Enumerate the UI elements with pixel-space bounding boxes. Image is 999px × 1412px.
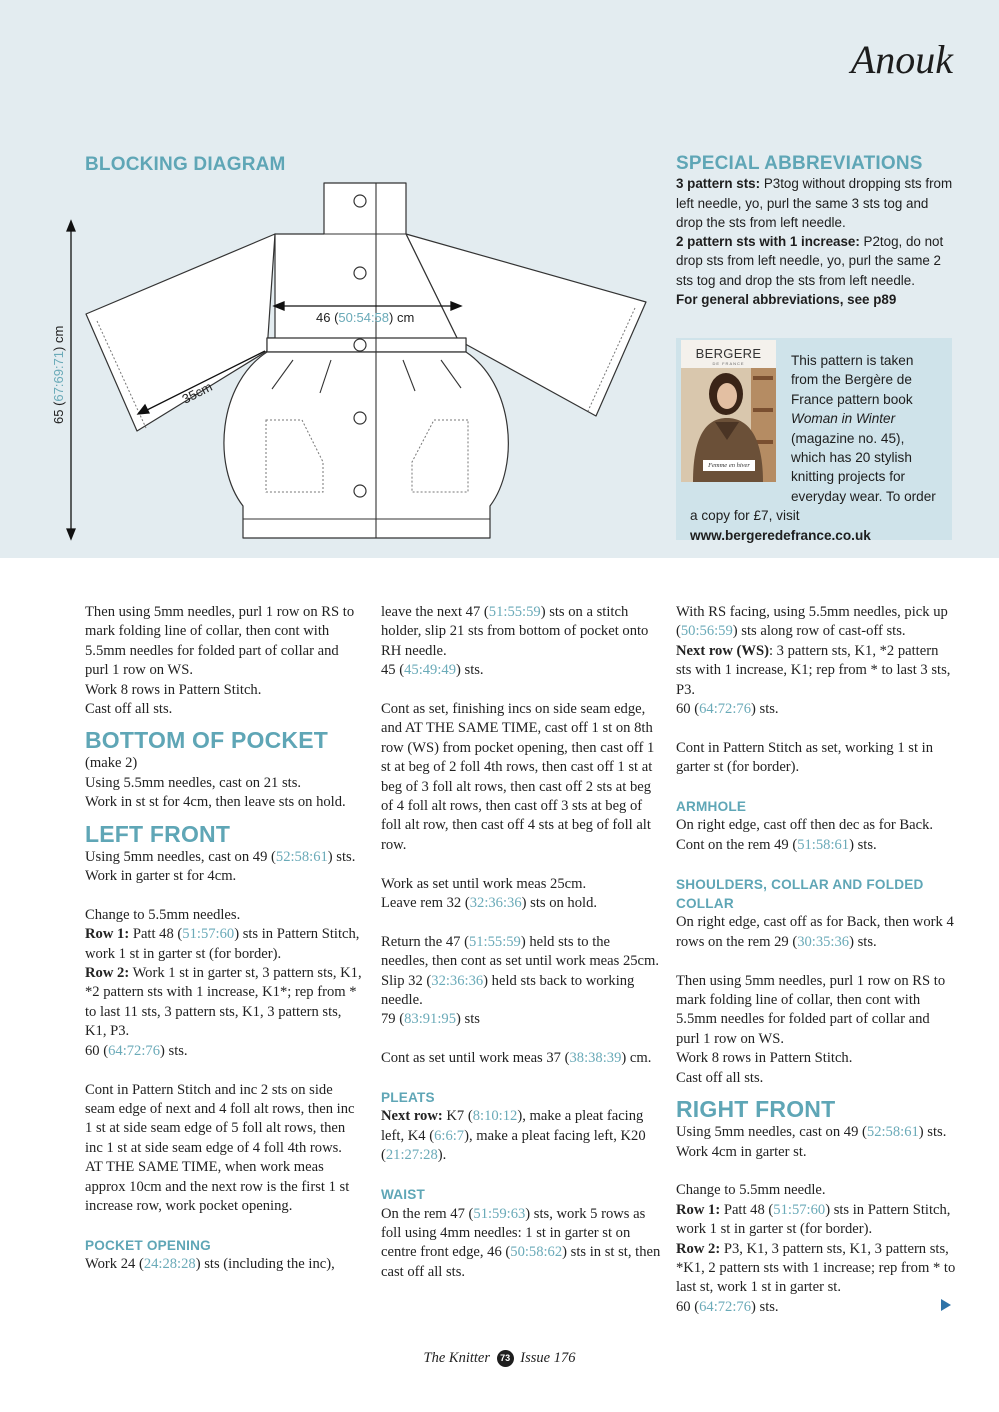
- waist-heading: WAIST: [381, 1187, 426, 1203]
- c2-waist: On the rem 47 (51:59:63) sts, work 5 rows as foll using 4mm needles: 1 st in garter st on centre front edge, 46 (50:58:62) sts in st st, then cast off all sts.: [381, 1205, 661, 1280]
- book-promo-text: This pattern is taken from the Bergère de France pattern book Woman in Winter (magazine no. 45), which has 20 stylish knitting projects for everyday wear. To order a copy for £7, visit www.bergeredefrance.co.uk: [690, 353, 936, 543]
- special-abbreviations-heading: SPECIAL ABBREVIATIONS: [676, 153, 923, 174]
- c3-rf-row1: Row 1: Patt 48 (51:57:60) sts in Pattern Stitch, work 1 st in garter st (for border).: [676, 1201, 951, 1238]
- c1-p2: Work 8 rows in Pattern Stitch.: [85, 681, 262, 698]
- c1-lf2: Work in garter st for 4cm.: [85, 868, 237, 885]
- c1-lf-row2: Row 2: Work 1 st in garter st, 3 pattern sts, K1, *2 pattern sts with 1 increase, K1*; rep from * to last 11 sts, 3 pattern sts, K1, 3 pattern sts, K1, P3.: [85, 965, 362, 1040]
- c3-rf3: Change to 5.5mm needle.: [676, 1182, 826, 1199]
- c2-p6: Return the 47 (51:55:59) held sts to the needles, then cont as set until work meas 25cm.: [381, 933, 660, 970]
- shoulders-heading: SHOULDERS, COLLAR AND FOLDED COLLAR: [676, 876, 924, 912]
- c1-p3: Cast off all sts.: [85, 701, 173, 718]
- left-front-heading: LEFT FRONT: [85, 820, 231, 847]
- c3-rf-count: 60 (64:72:76) sts.: [676, 1298, 779, 1315]
- c1-bp3: Work in st st for 4cm, then leave sts on hold.: [85, 794, 346, 811]
- c1-lf3: Change to 5.5mm needles.: [85, 906, 241, 923]
- c3-rf1: Using 5mm needles, cast on 49 (52:58:61) sts.: [676, 1124, 947, 1141]
- book-promo-box: [676, 338, 952, 543]
- abbrev-item-2: 2 pattern sts with 1 increase: P2tog, do not drop sts from left needle, yo, purl the same 2 sts tog and drop the sts from left needle.: [676, 234, 944, 288]
- c3-p1: With RS facing, using 5.5mm needles, pick up (50:56:59) sts along row of cast-off sts.: [676, 604, 948, 640]
- right-front-heading: RIGHT FRONT: [676, 1096, 836, 1123]
- book-cover-logo-sub: DE FRANCE: [712, 361, 745, 366]
- pocket-opening-heading: POCKET OPENING: [85, 1237, 211, 1253]
- c1-lf-count: 60 (64:72:76) sts.: [85, 1042, 188, 1059]
- c1-po: Work 24 (24:28:28) sts (including the inc),: [85, 1256, 335, 1273]
- c1-bp2: Using 5.5mm needles, cast on 21 sts.: [85, 774, 302, 791]
- book-url[interactable]: www.bergeredefrance.co.uk: [690, 527, 871, 543]
- c3-sh4: Cast off all sts.: [676, 1069, 764, 1086]
- c2-p1: leave the next 47 (51:55:59) sts on a stitch holder, slip 21 sts from bottom of pocket onto RH needle.: [381, 604, 649, 659]
- footer-magazine: The Knitter: [423, 1350, 491, 1366]
- c3-sh1: On right edge, cast off as for Back, then work 4 rows on the rem 29 (30:35:36) sts.: [676, 914, 954, 950]
- page-title: Anouk: [850, 37, 953, 82]
- footer-page-number: 73: [497, 1350, 514, 1367]
- button-3: [354, 339, 366, 351]
- c3-sh3: Work 8 rows in Pattern Stitch.: [676, 1050, 853, 1067]
- c2-p7: Slip 32 (32:36:36) held sts back to working needle.: [381, 972, 635, 1009]
- height-arrow-top-head: [67, 221, 75, 231]
- column-1: [85, 603, 365, 1275]
- height-arrow-bottom-head: [67, 529, 75, 539]
- pleats-heading: PLEATS: [381, 1090, 435, 1106]
- page-footer: [0, 1350, 999, 1367]
- c2-p3: Cont as set, finishing incs on side seam edge, and AT THE SAME TIME, cast off 1 st on 8th row (WS) from pocket opening, then cast off 1 st at beg of 2 foll 4th rows, then cast off 1 st at beg of 3 foll alt rows, then cast off 2 sts at beg of 4 foll alt rows, then cast off 3 sts at beg of foll alt row, then cast off 4 sts at beg of foll alt row.: [381, 701, 655, 853]
- c1-p1: Then using 5mm needles, purl 1 row on RS to mark folding line of collar, then cont with 5.5mm needles for folded part of collar and purl 1 row on WS.: [85, 604, 355, 679]
- c3-count: 60 (64:72:76) sts.: [676, 701, 779, 718]
- book-title: Woman in Winter: [791, 411, 896, 427]
- column-3: [676, 603, 956, 1317]
- button-5: [354, 485, 366, 497]
- c3-ah1: On right edge, cast off then dec as for Back.: [676, 817, 934, 834]
- book-cover-logo: BERGERE: [695, 346, 762, 361]
- button-4: [354, 412, 366, 424]
- c3-p2: Cont in Pattern Stitch as set, working 1 st in garter st (for border).: [676, 739, 934, 776]
- column-2: [381, 603, 661, 1282]
- c2-p4: Work as set until work meas 25cm.: [381, 875, 587, 892]
- c1-lf5: AT THE SAME TIME, when work meas approx 10cm and the next row is the first 1 st increase row, work pocket opening.: [85, 1159, 350, 1214]
- general-abbrev-note: For general abbreviations, see p89: [676, 292, 897, 308]
- lower-body: [224, 352, 508, 538]
- button-1: [354, 195, 366, 207]
- c1-lf-row1: Row 1: Patt 48 (51:57:60) sts in Pattern Stitch, work 1 st in garter st (for border).: [85, 926, 360, 962]
- bottom-of-pocket-heading: BOTTOM OF POCKET: [85, 727, 328, 754]
- c3-sh2: Then using 5mm needles, purl 1 row on RS to mark folding line of collar, then cont with 5.5mm needles for folded part of collar and purl 1 row on WS.: [676, 972, 946, 1047]
- special-abbreviations: [676, 154, 956, 309]
- c2-p8: 79 (83:91:95) sts: [381, 1011, 480, 1028]
- c3-next-row: Next row (WS): 3 pattern sts, K1, *2 pattern sts with 1 increase, K1; rep from * to last 3 sts, P3.: [676, 642, 951, 698]
- height-label: 65 (67:69:71) cm: [51, 325, 66, 424]
- c3-ah2: Cont on the rem 49 (51:58:61) sts.: [676, 836, 877, 853]
- c2-p9: Cont as set until work meas 37 (38:38:39) cm.: [381, 1050, 652, 1067]
- c3-rf2: Work 4cm in garter st.: [676, 1143, 807, 1160]
- footer-issue: Issue 176: [520, 1350, 576, 1366]
- blocking-diagram: [40, 176, 660, 548]
- sleeve-label: 35cm: [179, 378, 215, 407]
- width-label: 46 (50:54:58) cm: [316, 310, 415, 325]
- c2-p5: Leave rem 32 (32:36:36) sts on hold.: [381, 895, 598, 912]
- c2-p2: 45 (45:49:49) sts.: [381, 662, 484, 679]
- blocking-diagram-heading: BLOCKING DIAGRAM: [85, 154, 286, 175]
- c1-lf1: Using 5mm needles, cast on 49 (52:58:61) sts.: [85, 848, 356, 865]
- continue-arrow-icon: [941, 1299, 951, 1311]
- book-cover-title: Femme en hiver: [703, 460, 755, 471]
- c2-pleats: Next row: K7 (8:10:12), make a pleat facing left, K4 (6:6:7), make a pleat facing left, K20 (21:27:28).: [381, 1108, 646, 1164]
- abbrev-item-1: 3 pattern sts: P3tog without dropping sts from left needle, yo, purl the same 3 sts tog and drop the sts from left needle.: [676, 176, 953, 230]
- armhole-heading: ARMHOLE: [676, 799, 747, 815]
- c3-rf-row2: Row 2: P3, K1, 3 pattern sts, K1, 3 pattern sts, *K1, 2 pattern sts with 1 increase; rep from * to last st, work 1 st in garter st.: [676, 1240, 956, 1296]
- button-2: [354, 267, 366, 279]
- c1-bp1: (make 2): [85, 755, 138, 772]
- c1-lf4: Cont in Pattern Stitch and inc 2 sts on side seam edge of next and 4 foll alt rows, then inc 1 st at side seam edge of 5 foll alt rows, then inc 1 st at side seam edge of 4 foll 4th rows.: [85, 1081, 355, 1156]
